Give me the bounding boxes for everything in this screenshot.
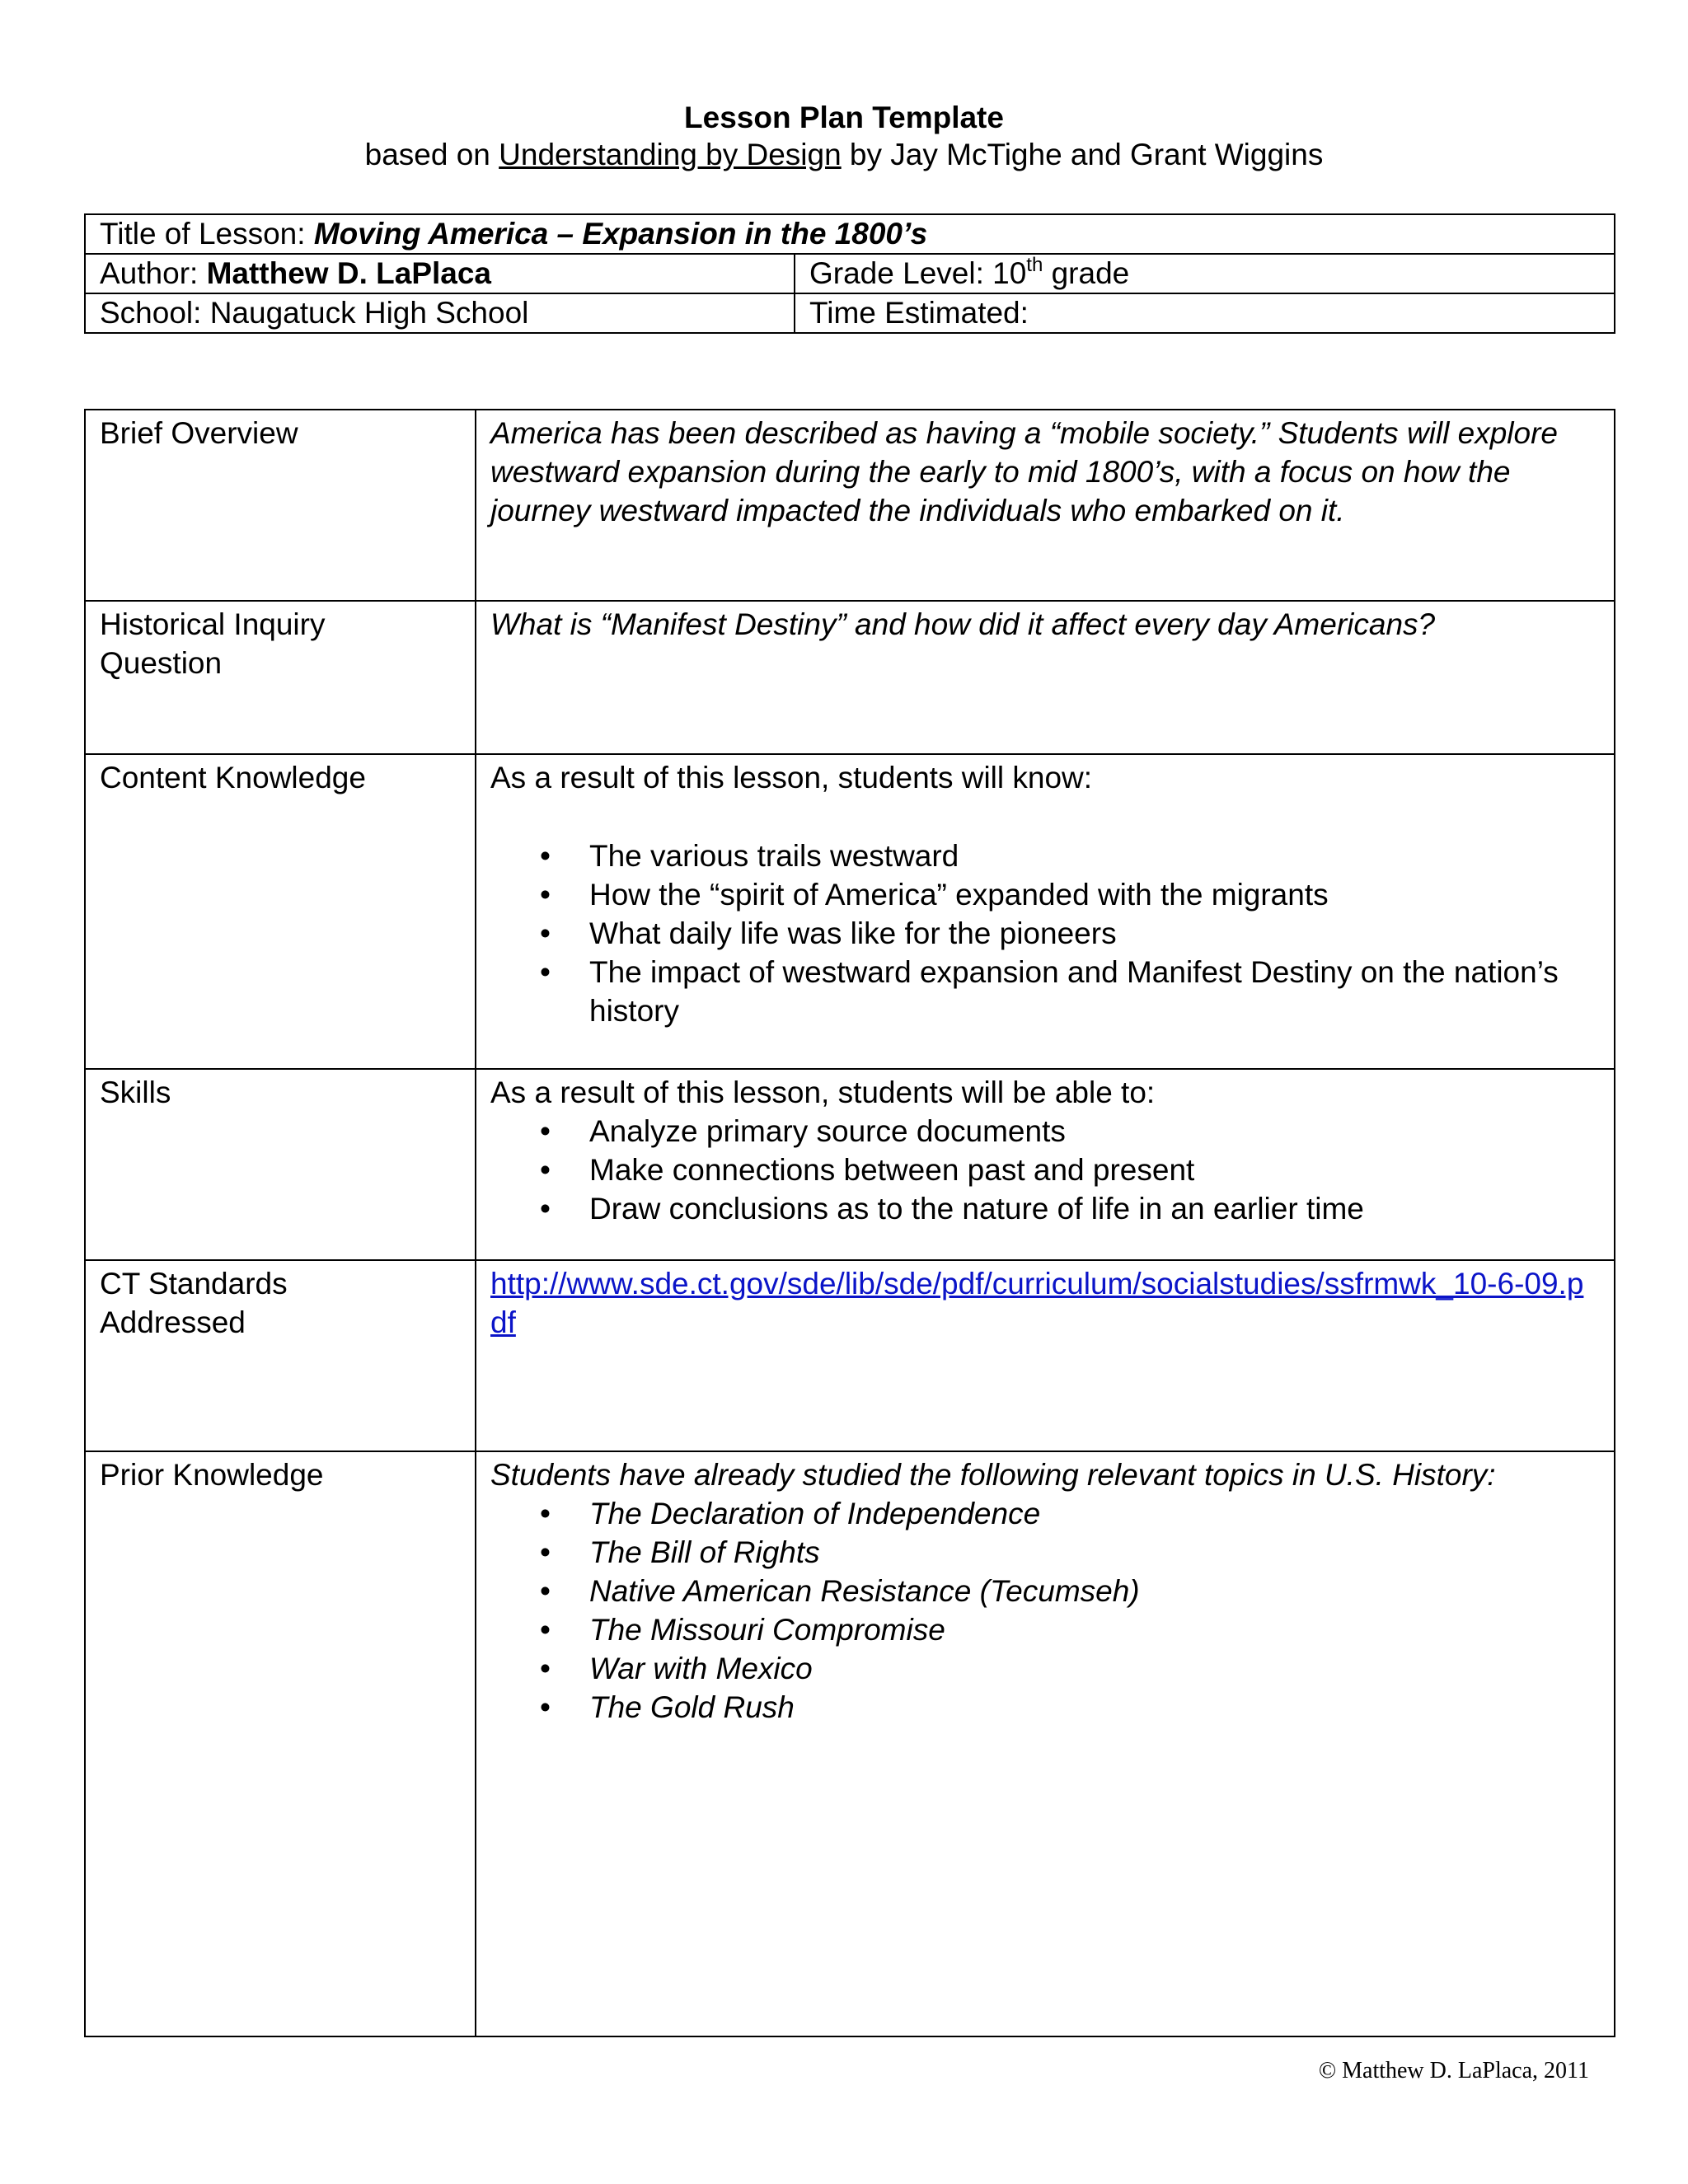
list-item: • The Gold Rush xyxy=(490,1688,1597,1727)
content-intro: As a result of this lesson, students will know: xyxy=(490,761,1093,794)
inquiry-label xyxy=(85,601,476,754)
lesson-plan-table xyxy=(84,409,1615,2037)
list-item: • Draw conclusions as to the nature of life in an earlier time xyxy=(490,1189,1597,1228)
school-cell xyxy=(85,293,795,333)
list-item: • Native American Resistance (Tecumseh) xyxy=(490,1572,1597,1610)
author-name: Matthew D. LaPlaca xyxy=(206,256,492,290)
content-cell xyxy=(476,754,1615,1069)
subtitle-prefix: based on xyxy=(364,138,499,171)
prior-cell xyxy=(476,1451,1615,2036)
content-label: Content Knowledge xyxy=(85,754,476,1069)
list-item: • Make connections between past and present xyxy=(490,1151,1597,1189)
author-cell xyxy=(85,254,795,293)
page-subtitle xyxy=(0,138,1688,172)
book-title: Understanding by Design xyxy=(499,138,842,171)
standards-link[interactable]: http://www.sde.ct.gov/sde/lib/sde/pdf/curriculum/socialstudies/ssfrmwk_10-6-09.pdf xyxy=(490,1267,1584,1339)
inquiry-row xyxy=(85,601,1615,754)
standards-cell xyxy=(476,1260,1615,1451)
prior-row xyxy=(85,1451,1615,2036)
skills-label: Skills xyxy=(85,1069,476,1260)
content-row xyxy=(85,754,1615,1069)
grade-sup: th xyxy=(1026,253,1043,276)
prior-label: Prior Knowledge xyxy=(85,1451,476,2036)
title-label: Title of Lesson: xyxy=(100,217,314,251)
list-item: • Analyze primary source documents xyxy=(490,1112,1597,1151)
skills-cell xyxy=(476,1069,1615,1260)
standards-label-line2: Addressed xyxy=(100,1305,246,1339)
list-item: • The various trails westward xyxy=(490,837,1597,875)
overview-row xyxy=(85,410,1615,601)
standards-row xyxy=(85,1260,1615,1451)
page-title: Lesson Plan Template xyxy=(684,101,1004,134)
skills-row xyxy=(85,1069,1615,1260)
copyright-footer: © Matthew D. LaPlaca, 2011 xyxy=(1318,2058,1589,2083)
grade-suffix: grade xyxy=(1043,256,1130,290)
grade-label: Grade Level: 10 xyxy=(809,256,1027,290)
time-cell xyxy=(795,293,1615,333)
time-label: Time Estimated: xyxy=(809,296,1029,330)
list-item: • The impact of westward expansion and Manifest Destiny on the nation’s history xyxy=(490,953,1597,1030)
standards-label xyxy=(85,1260,476,1451)
skills-list xyxy=(490,1112,1597,1228)
list-item: • The Missouri Compromise xyxy=(490,1610,1597,1649)
inquiry-label-line1: Historical Inquiry xyxy=(100,607,326,641)
list-item: • The Bill of Rights xyxy=(490,1533,1597,1572)
school-label: School: xyxy=(100,296,210,330)
subtitle-suffix: by Jay McTighe and Grant Wiggins xyxy=(841,138,1324,171)
title-row xyxy=(85,214,1615,254)
author-row xyxy=(85,254,1615,293)
inquiry-text: What is “Manifest Destiny” and how did it affect every day Americans? xyxy=(476,601,1615,754)
author-label: Author: xyxy=(100,256,207,290)
content-list xyxy=(490,837,1597,1030)
overview-text: America has been described as having a “mobile society.” Students will explore westward expansion during the early to mid 1800’s, with a focus on how the journey westward impacted the individuals who embarked on it. xyxy=(476,410,1615,601)
standards-label-line1: CT Standards xyxy=(100,1267,288,1301)
overview-label: Brief Overview xyxy=(85,410,476,601)
inquiry-label-line2: Question xyxy=(100,646,223,680)
lesson-info-table xyxy=(84,213,1615,334)
list-item: • War with Mexico xyxy=(490,1649,1597,1688)
school-row xyxy=(85,293,1615,333)
school-name: Naugatuck High School xyxy=(209,296,529,330)
title-cell xyxy=(85,214,1615,254)
list-item: • The Declaration of Independence xyxy=(490,1494,1597,1533)
list-item: • How the “spirit of America” expanded with the migrants xyxy=(490,875,1597,914)
prior-list xyxy=(490,1494,1597,1727)
grade-cell xyxy=(795,254,1615,293)
skills-intro: As a result of this lesson, students will be able to: xyxy=(490,1076,1156,1109)
list-item: • What daily life was like for the pioneers xyxy=(490,914,1597,953)
lesson-title: Moving America – Expansion in the 1800’s xyxy=(313,217,928,251)
prior-intro: Students have already studied the following relevant topics in U.S. History: xyxy=(490,1458,1496,1492)
